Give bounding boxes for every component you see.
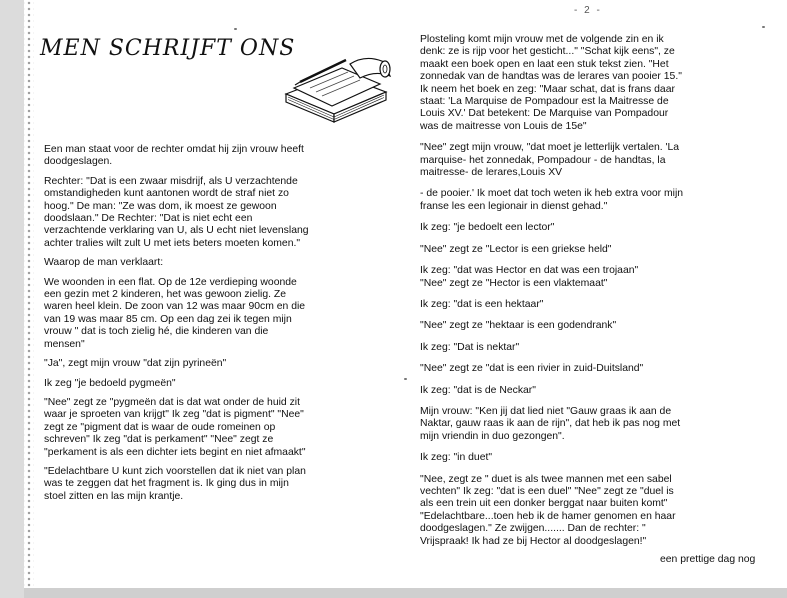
paragraph: Ik zeg: "in duet" [420, 452, 493, 464]
paragraph: Rechter: "Dat is een zwaar misdrijf, als U verzachtende omstandigheden kunt aantonen wordt de straf niet zo hoog." De man: "Ze was dom, ik moest ze gewoon doodslaan." De Rechter: "Dat is niet echt een verzachtende verklaring van U, als U echt niet levenslang achter tralies wilt zult U met iets beters moeten komen." [44, 175, 309, 249]
paragraph: "Nee" zegt ze "dat is een rivier in zuid-Duitsland" [420, 363, 644, 375]
paragraph: "Edelachtbare U kunt zich voorstellen dat ik niet van plan was te zeggen dat het fragment is. Ik ging dus in mijn stoel zitten en las mijn krantje. [44, 465, 306, 502]
paragraph: Ik zeg: "dat is de Neckar" [420, 384, 536, 396]
scan-speck [234, 28, 237, 30]
signoff: een prettige dag nog [660, 554, 756, 565]
scan-speck [404, 378, 407, 380]
paragraph: Ik zeg "je bedoeld pygmeën" [44, 377, 176, 389]
paragraph: - de pooier.' Ik moet dat toch weten ik heb extra voor mijn franse les een legionair in dienst gehad." [420, 188, 684, 212]
paragraph: Ik zeg: "Dat is nektar" [420, 341, 520, 353]
binding-perforation [24, 0, 34, 598]
masthead-title: MEN SCHRIJFT ONS [40, 36, 296, 61]
paragraph: "Nee, zegt ze " duet is als twee mannen met een sabel vechten" Ik zeg: "dat is een duel" "Nee" zegt ze "duel is als een trein uit een donker berggat naar buiten komt" "Edelachtbare...toen heb ik de hamer genomen en haar doodgeslagen." Ze zwijgen....... Dan de rechter: " Vrijspraak! Ik had ze bij Hector al doodgeslagen!" [420, 473, 676, 547]
paragraph: Ik zeg: "dat is een hektaar" [420, 298, 544, 310]
paragraph: "Nee" zegt mijn vrouw, "dat moet je letterlijk vertalen. 'La marquise- het zonnedak, Pompadour - de handtas, la maitresse- de lerares,Louis XV [420, 142, 680, 179]
paragraph: Ik zeg: "dat was Hector en dat was een trojaan" "Nee" zegt ze "Hector is een vlaktemaat" [420, 265, 639, 289]
paragraph: Mijn vrouw: "Ken jij dat lied niet "Gauw graas ik aan de Naktar, gauw raas ik aan de rijn", dat heb ik pas nog met mijn vriendin in duo gezongen". [420, 405, 681, 442]
right-column [420, 34, 700, 557]
paragraph: Plosteling komt mijn vrouw met de volgende zin en ik denk: ze is rijp voor het gesticht..." "Schat kijk eens", ze maakt een boek open en laat een stuk tekst zien. "Het zonnedak van de handtas was de lerares van pooier 15." Ik neem het boek en zeg: "Maar schat, dat is frans daar staat: 'La Marquise de Pompadour est la Maitresse de Louis XV.' Dat betekent: De Marquise van Pompadour was de maitresse von Louis de 15e" [420, 34, 682, 132]
paragraph: We woonden in een flat. Op de 12e verdieping woonde een gezin met 2 kinderen, het was gewoon zielig. Ze waren heel klein. De zoon van 12 was maar 90cm en die van 19 was maar 85 cm. Op een dag zei ik tegen mijn vrouw " dat is toch zielig hé, die kinderen van die mensen" [44, 276, 306, 350]
scan-speck [762, 26, 765, 28]
paragraph: Waarop de man verklaart: [44, 257, 164, 269]
page-number: - 2 - [574, 5, 602, 16]
paragraph: "Ja", zegt mijn vrouw "dat zijn pyrineën" [44, 358, 227, 370]
left-column [44, 144, 374, 510]
paragraph: Ik zeg: "je bedoelt een lector" [420, 222, 555, 234]
paragraph: "Nee" zegt ze "hektaar is een godendrank" [420, 320, 617, 332]
page-shadow [24, 588, 787, 598]
paragraph: "Nee" zegt ze "pygmeën dat is dat wat onder de huid zit waar je sproeten van krijgt" Ik zeg "dat is pigment" "Nee" zegt ze "pigment dat is waar de oude romeinen op schreven" Ik zeg "dat is perkament" "Nee" zegt ze "perkament is als een dichter iets begint en niet afmaakt" [44, 396, 306, 458]
paragraph: "Nee" zegt ze "Lector is een griekse held" [420, 243, 612, 255]
paragraph: Een man staat voor de rechter omdat hij zijn vrouw heeft doodgeslagen. [44, 144, 304, 168]
stack-of-papers-icon [280, 52, 392, 124]
